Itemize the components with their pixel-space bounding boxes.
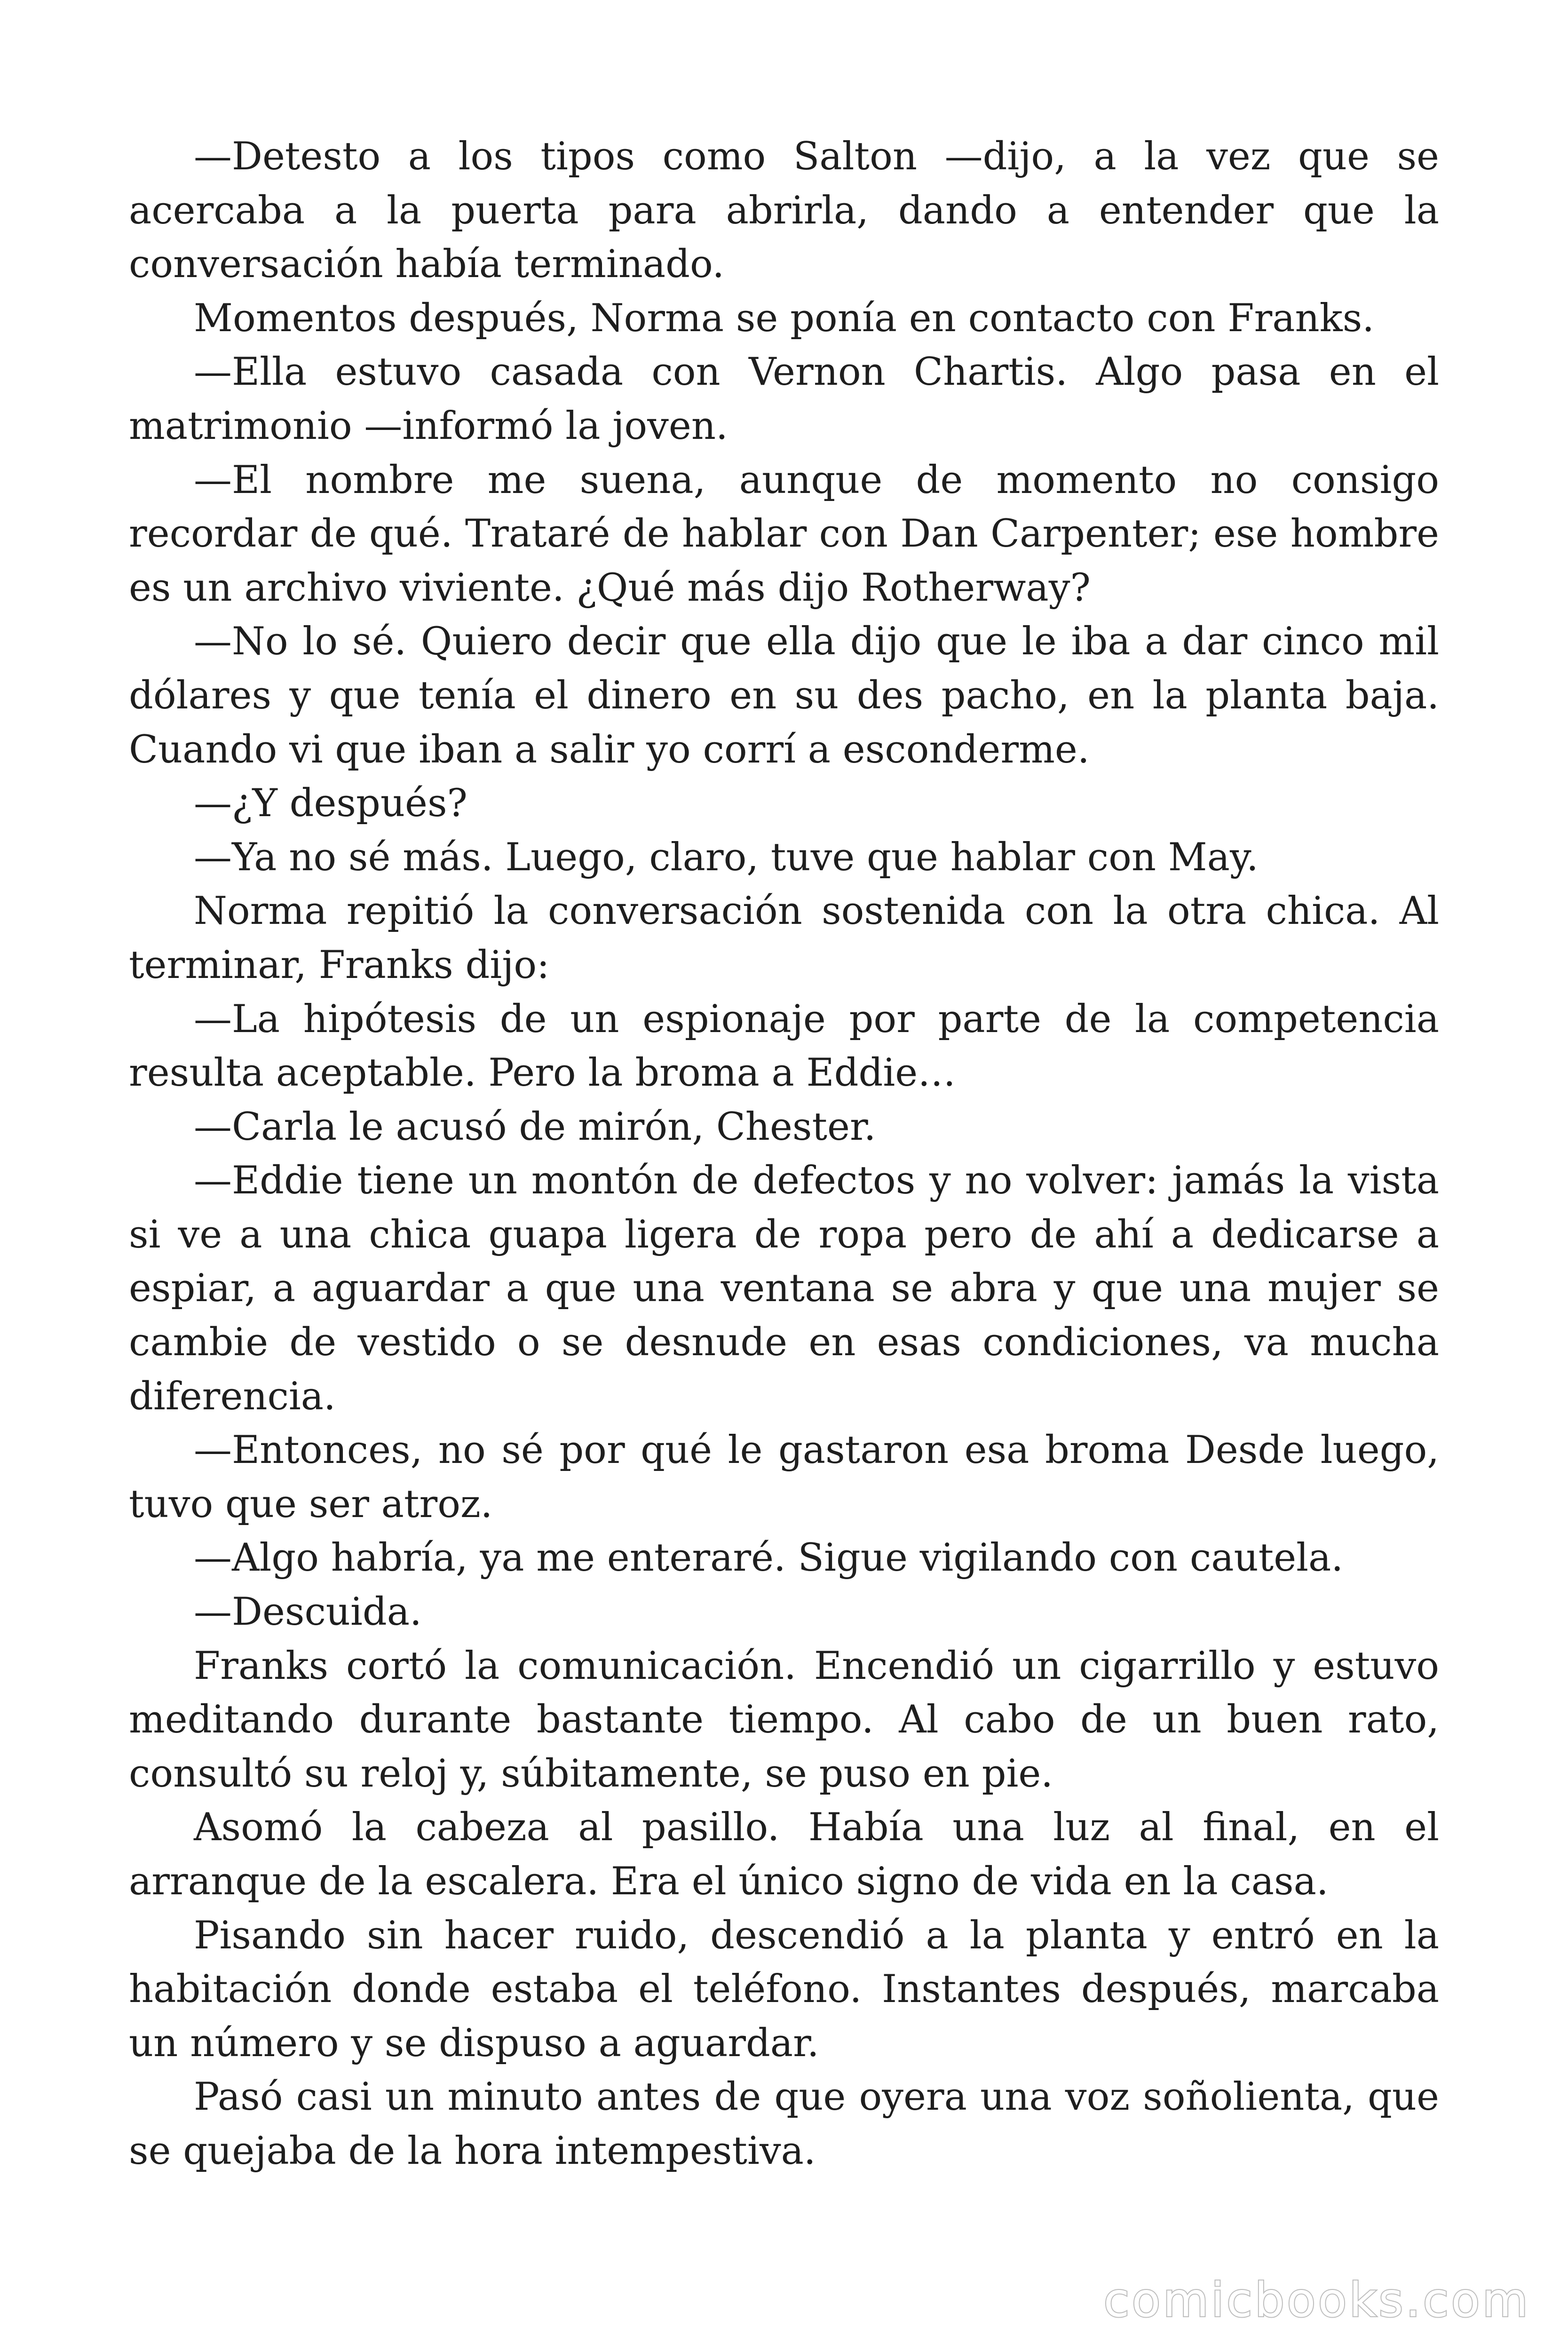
body-text — [129, 130, 1439, 2178]
watermark: comicbooks.com — [1103, 2273, 1530, 2328]
paragraph: Pasó casi un minuto antes de que oyera una voz soñolienta, que se quejaba de la hora intempestiva. — [129, 2075, 1439, 2173]
paragraph: —Eddie tiene un montón de defectos y no volver: jamás la vista si ve a una chica guapa ligera de ropa pero de ahí a dedicarse a espiar, a aguardar a que una ventana se abra y que una mujer se cambie de vestido o se desnude en esas condiciones, va mucha diferencia. — [129, 1159, 1439, 1419]
paragraph: Momentos después, Norma se ponía en contacto con Franks. — [194, 296, 1375, 341]
paragraph: Asomó la cabeza al pasillo. Había una luz al final, en el arranque de la escalera. Era el único signo de vida en la casa. — [129, 1805, 1439, 1904]
paragraph: Norma repitió la conversación sostenida con la otra chica. Al terminar, Franks dijo: — [129, 889, 1439, 987]
paragraph: —La hipótesis de un espionaje por parte de la competencia resulta aceptable. Pero la broma a Eddie… — [129, 997, 1439, 1096]
paragraph: —Ella estuvo casada con Vernon Chartis. Algo pasa en el matrimonio —informó la joven. — [129, 350, 1439, 448]
paragraph: —¿Y después? — [194, 781, 467, 826]
paragraph: Franks cortó la comunicación. Encendió un cigarrillo y estuvo meditando durante bastante tiempo. Al cabo de un buen rato, consultó su reloj y, súbitamente, se puso en pie. — [129, 1644, 1439, 1796]
paragraph: —Carla le acusó de mirón, Chester. — [194, 1104, 876, 1149]
paragraph: Pisando sin hacer ruido, descendió a la planta y entró en la habitación donde estaba el teléfono. Instantes después, marcaba un número y se dispuso a aguardar. — [129, 1913, 1439, 2066]
paragraph: —Algo habría, ya me enteraré. Sigue vigilando con cautela. — [194, 1536, 1344, 1581]
paragraph: —No lo sé. Quiero decir que ella dijo que le iba a dar cinco mil dólares y que tenía el dinero en su des pacho, en la planta baja. Cuando vi que iban a salir yo corrí a esconderme. — [129, 620, 1439, 772]
paragraph: —Descuida. — [194, 1590, 422, 1635]
paragraph: —Entonces, no sé por qué le gastaron esa broma Desde luego, tuvo que ser atroz. — [129, 1428, 1439, 1526]
paragraph: —El nombre me suena, aunque de momento no consigo recordar de qué. Trataré de hablar con Dan Carpenter; ese hombre es un archivo viviente. ¿Qué más dijo Rotherway? — [129, 458, 1439, 610]
paragraph: —Ya no sé más. Luego, claro, tuve que hablar con May. — [194, 835, 1259, 880]
paragraph: —Detesto a los tipos como Salton —dijo, a la vez que se acercaba a la puerta para abrirla, dando a entender que la conversación había terminado. — [129, 135, 1439, 287]
